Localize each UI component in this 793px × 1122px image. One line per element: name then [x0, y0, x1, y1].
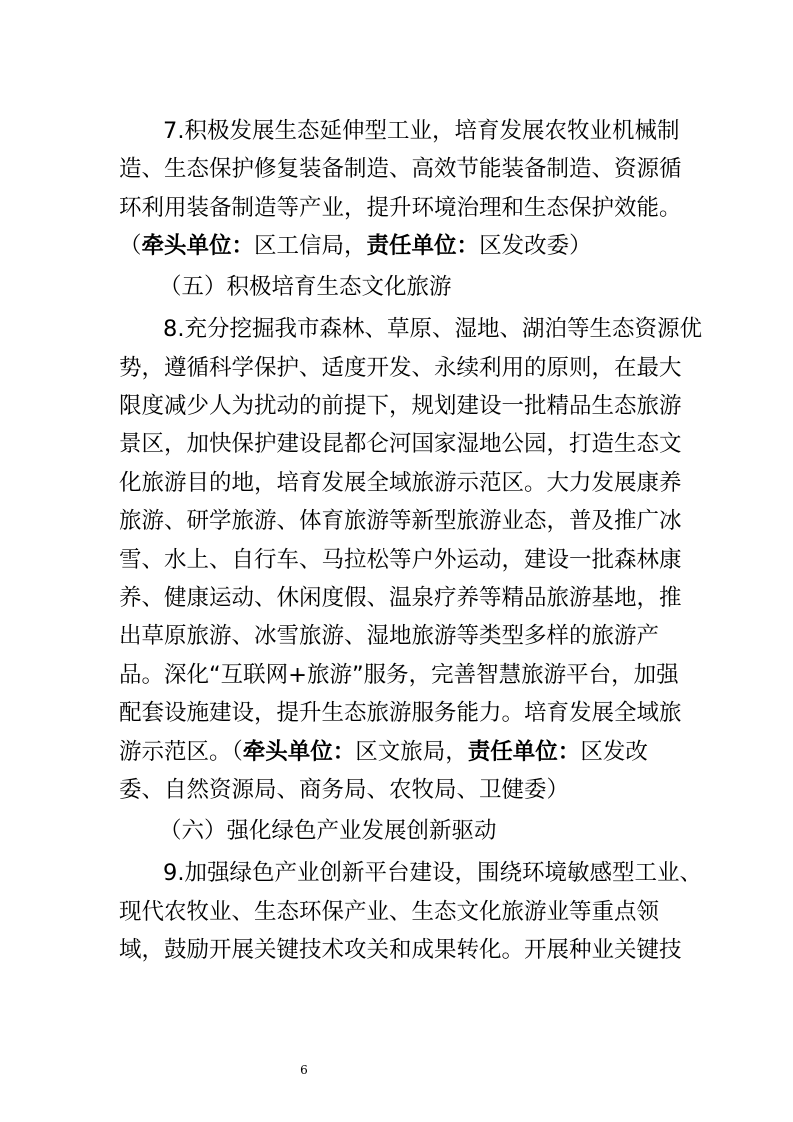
paragraph-7-line-2: 造、生态保护修复装备制造、高效节能装备制造、资源循	[119, 156, 682, 182]
section-heading-5: （五）积极培育生态文化旅游	[159, 274, 452, 300]
paragraph-8-line-2: 势，遵循科学保护、适度开发、永续利用的原则，在最大	[119, 355, 682, 381]
paragraph-8-line-8: 养、健康运动、休闲度假、温泉疗养等精品旅游基地，推	[119, 585, 682, 611]
paragraph-7-line-3: 环利用装备制造等产业，提升环境治理和生态保护效能。	[119, 195, 682, 221]
paragraph-8-line-6: 旅游、研学旅游、体育旅游等新型旅游业态，普及推广冰	[119, 508, 682, 534]
paragraph-8-line-3: 限度减少人为扰动的前提下，规划建设一批精品生态旅游	[119, 393, 682, 419]
responsible-unit-value: 区发改	[580, 739, 648, 765]
section-heading-6: （六）强化绿色产业发展创新驱动	[159, 818, 497, 844]
lead-unit-label: 牵头单位：	[141, 233, 255, 259]
paragraph-8-line-11: 配套设施建设，提升生态旅游服务能力。培育发展全域旅	[119, 700, 682, 726]
paragraph-8-line-1: 8.充分挖掘我市森林、草原、湿地、湖泊等生态资源优	[163, 316, 702, 342]
page-number: 6	[300, 1063, 308, 1077]
paragraph-8-line-10: 品。深化“互联网+旅游”服务，完善智慧旅游平台，加强	[119, 662, 679, 688]
paragraph-8-line-13: 委、自然资源局、商务局、农牧局、卫健委）	[119, 777, 570, 803]
paragraph-8-line-4: 景区，加快保护建设昆都仑河国家湿地公园，打造生态文	[119, 431, 682, 457]
paragraph-7-responsibility	[0, 227, 793, 265]
paragraph-7-line-1: 7.积极发展生态延伸型工业，培育发展农牧业机械制	[163, 118, 680, 144]
lead-unit-value: 区工信局，	[254, 233, 367, 259]
open-paren: （	[119, 233, 142, 259]
responsible-unit-value: 区发改委）	[479, 233, 592, 259]
paragraph-8-line-5: 化旅游目的地，培育发展全域旅游示范区。大力发展康养	[119, 470, 682, 496]
responsible-unit-label: 责任单位：	[467, 739, 581, 765]
responsible-unit-label: 责任单位：	[366, 233, 480, 259]
lead-unit-label: 牵头单位：	[242, 739, 356, 765]
lead-unit-value: 区文旅局，	[355, 739, 468, 765]
paragraph-9-line-3: 域，鼓励开展关键技术攻关和成果转化。开展种业关键技	[119, 937, 682, 963]
line-text: 游示范区。（	[119, 739, 243, 765]
paragraph-9-line-2: 现代农牧业、生态环保产业、生态文化旅游业等重点领	[119, 899, 660, 925]
paragraph-8-line-7: 雪、水上、自行车、马拉松等户外运动，建设一批森林康	[119, 547, 682, 573]
paragraph-8-line-9: 出草原旅游、冰雪旅游、湿地旅游等类型多样的旅游产	[119, 623, 660, 649]
paragraph-9-line-1: 9.加强绿色产业创新平台建设，围绕环境敏感型工业、	[163, 860, 702, 886]
paragraph-8-line-12	[0, 733, 793, 771]
